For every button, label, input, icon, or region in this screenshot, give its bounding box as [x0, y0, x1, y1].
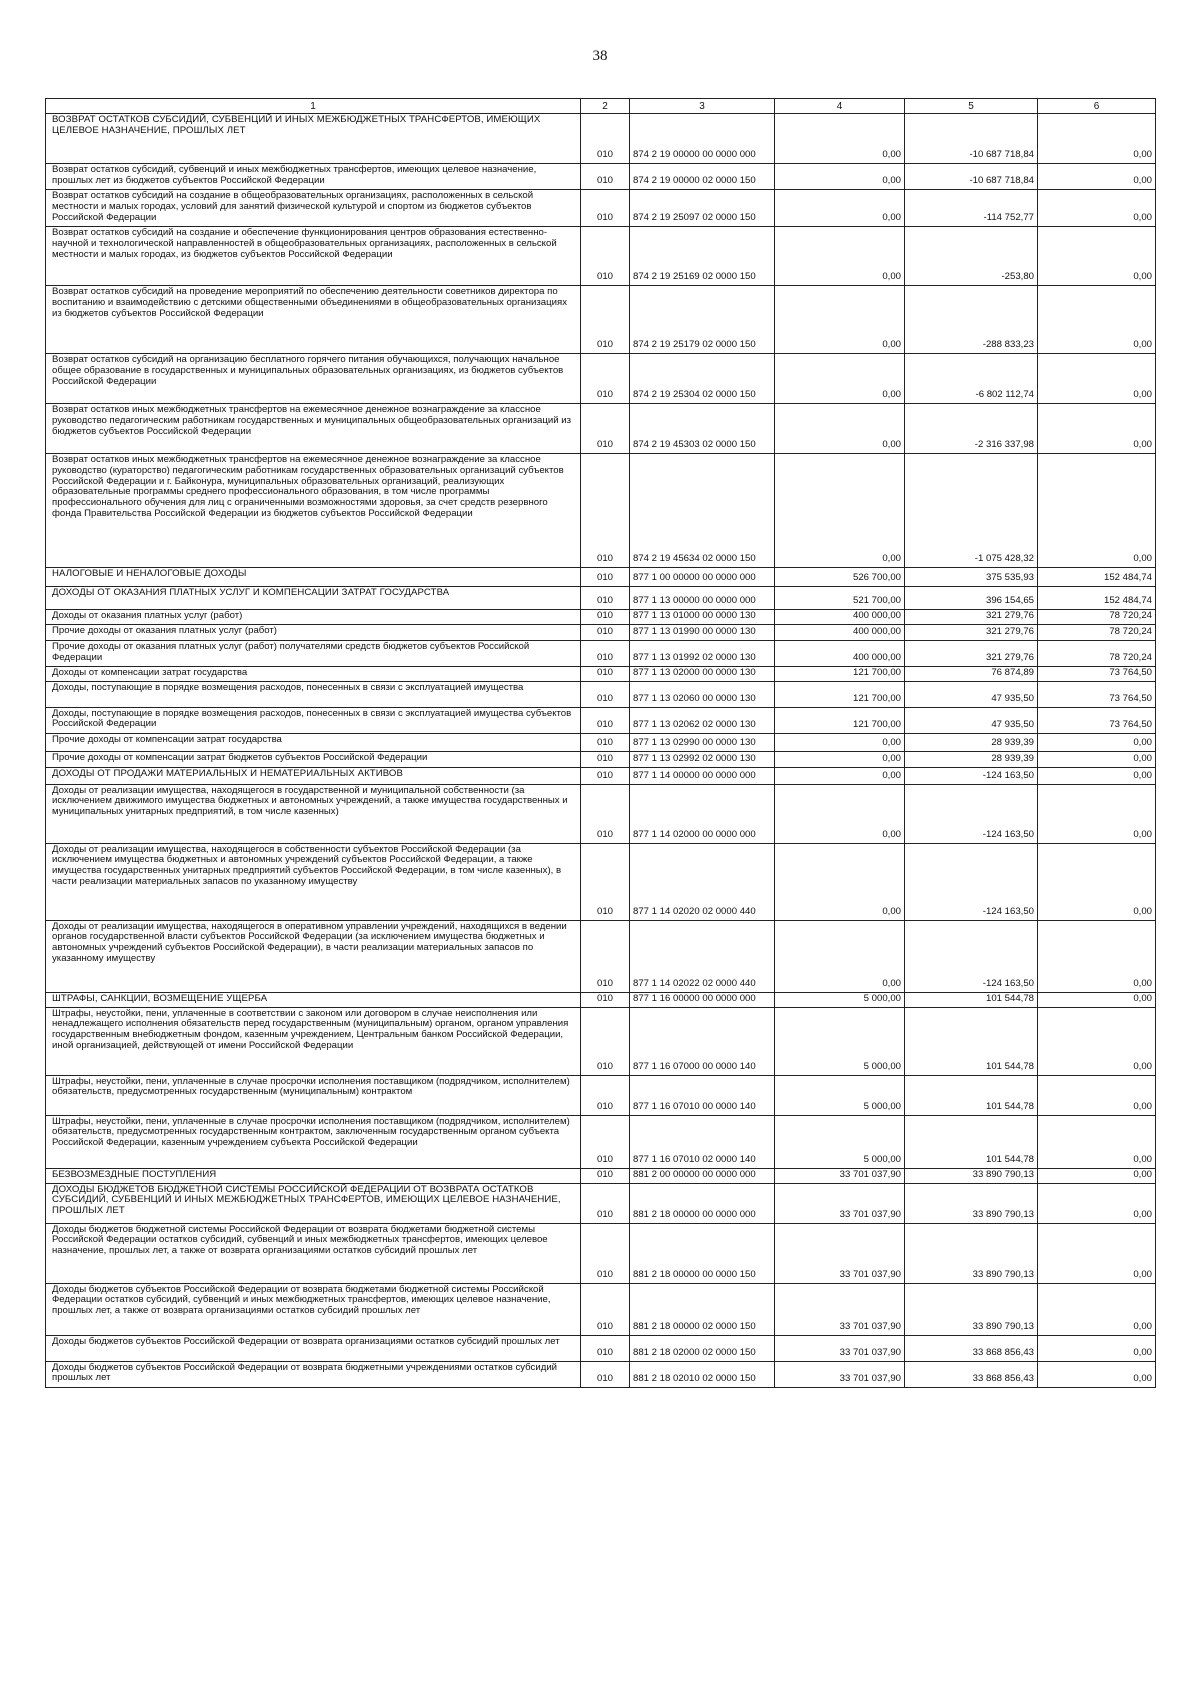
row-col4-value: 0,00 [775, 114, 905, 164]
row-col4-value: 0,00 [775, 784, 905, 843]
row-col5-value: -114 752,77 [905, 190, 1038, 227]
row-code: 010 [581, 1115, 630, 1168]
row-col5-value: -288 833,23 [905, 286, 1038, 354]
table-row [46, 1361, 1156, 1387]
row-col4-value: 33 701 037,90 [775, 1283, 905, 1335]
row-col5-value: 33 890 790,13 [905, 1283, 1038, 1335]
row-col4-value: 0,00 [775, 354, 905, 404]
table-row [46, 286, 1156, 354]
row-col6-value: 0,00 [1038, 114, 1156, 164]
row-col5-value: 76 874,89 [905, 666, 1038, 681]
row-kbk: 877 1 16 00000 00 0000 000 [630, 992, 775, 1007]
row-col5-value: -6 802 112,74 [905, 354, 1038, 404]
table-row [46, 404, 1156, 454]
table-row [46, 610, 1156, 625]
row-code: 010 [581, 114, 630, 164]
row-col6-value: 0,00 [1038, 1075, 1156, 1115]
row-col4-value: 0,00 [775, 227, 905, 286]
table-row [46, 587, 1156, 610]
row-col5-value: 375 535,93 [905, 568, 1038, 587]
row-col5-value: 101 544,78 [905, 1115, 1038, 1168]
table-row [46, 1075, 1156, 1115]
row-col4-value: 33 701 037,90 [775, 1335, 905, 1361]
row-code: 010 [581, 666, 630, 681]
table-row [46, 843, 1156, 920]
row-name: Доходы от оказания платных услуг (работ) [46, 610, 581, 625]
row-col6-value: 0,00 [1038, 1183, 1156, 1223]
row-code: 010 [581, 625, 630, 641]
column-header: 2 [581, 99, 630, 114]
row-col5-value: 101 544,78 [905, 1007, 1038, 1075]
row-col4-value: 0,00 [775, 733, 905, 751]
table-row [46, 767, 1156, 784]
row-code: 010 [581, 190, 630, 227]
row-col5-value: -1 075 428,32 [905, 454, 1038, 568]
row-name: НАЛОГОВЫЕ И НЕНАЛОГОВЫЕ ДОХОДЫ [46, 568, 581, 587]
column-header: 4 [775, 99, 905, 114]
row-col6-value: 73 764,50 [1038, 707, 1156, 733]
row-col4-value: 5 000,00 [775, 1075, 905, 1115]
row-kbk: 881 2 00 00000 00 0000 000 [630, 1168, 775, 1183]
row-col6-value: 0,00 [1038, 1223, 1156, 1283]
row-kbk: 874 2 19 45634 02 0000 150 [630, 454, 775, 568]
row-col4-value: 526 700,00 [775, 568, 905, 587]
table-row [46, 641, 1156, 667]
row-col4-value: 33 701 037,90 [775, 1168, 905, 1183]
row-col6-value: 0,00 [1038, 286, 1156, 354]
row-name: Штрафы, неустойки, пени, уплаченные в соответствии с законом или договором в случае неисполнения или ненадлежащего исполнения обязательств перед государственным (муниципальным) органом, органом управления государственным внебюджетным фондом, казенным учреждением, Центральным банком Российской Федерации, иной организацией, действующей от имени Российской Федерации [46, 1007, 581, 1075]
row-name: Доходы от компенсации затрат государства [46, 666, 581, 681]
table-row [46, 1007, 1156, 1075]
row-col4-value: 33 701 037,90 [775, 1223, 905, 1283]
row-code: 010 [581, 707, 630, 733]
row-code: 010 [581, 227, 630, 286]
row-kbk: 877 1 13 02062 02 0000 130 [630, 707, 775, 733]
table-row [46, 625, 1156, 641]
row-col4-value: 0,00 [775, 920, 905, 992]
row-col5-value: -124 163,50 [905, 920, 1038, 992]
row-col4-value: 5 000,00 [775, 1115, 905, 1168]
table-row [46, 568, 1156, 587]
table-row [46, 1283, 1156, 1335]
row-col5-value: -253,80 [905, 227, 1038, 286]
table-row [46, 666, 1156, 681]
row-col6-value: 0,00 [1038, 767, 1156, 784]
row-kbk: 877 1 13 01000 00 0000 130 [630, 610, 775, 625]
row-code: 010 [581, 681, 630, 707]
row-name: Доходы бюджетов бюджетной системы Российской Федерации от возврата бюджетами бюджетной системы Российской Федерации остатков субсидий, субвенций и иных межбюджетных трансфертов, имеющих целевое назначение, прошлых лет, а также от возврата организациями остатков субсидий прошлых лет [46, 1223, 581, 1283]
row-col6-value: 78 720,24 [1038, 641, 1156, 667]
row-kbk: 877 1 14 02022 02 0000 440 [630, 920, 775, 992]
row-col5-value: 33 890 790,13 [905, 1183, 1038, 1223]
column-header: 1 [46, 99, 581, 114]
row-code: 010 [581, 1183, 630, 1223]
row-name: Доходы от реализации имущества, находящегося в государственной и муниципальной собственности (за исключением движимого имущества бюджетных и автономных учреждений, а также имущества государственных и муниципальных унитарных предприятий, в том числе казенных) [46, 784, 581, 843]
row-kbk: 874 2 19 25169 02 0000 150 [630, 227, 775, 286]
row-col5-value: -10 687 718,84 [905, 114, 1038, 164]
table-row [46, 733, 1156, 751]
table-row [46, 992, 1156, 1007]
row-col4-value: 0,00 [775, 751, 905, 767]
row-col5-value: 28 939,39 [905, 733, 1038, 751]
row-col6-value: 0,00 [1038, 1361, 1156, 1387]
row-col4-value: 0,00 [775, 164, 905, 190]
row-col4-value: 5 000,00 [775, 992, 905, 1007]
row-code: 010 [581, 354, 630, 404]
row-col6-value: 0,00 [1038, 227, 1156, 286]
page-number: 38 [592, 48, 608, 64]
row-col5-value: 33 868 856,43 [905, 1335, 1038, 1361]
row-code: 010 [581, 1335, 630, 1361]
row-col5-value: 33 868 856,43 [905, 1361, 1038, 1387]
row-col4-value: 521 700,00 [775, 587, 905, 610]
row-col5-value: 33 890 790,13 [905, 1223, 1038, 1283]
table-row [46, 354, 1156, 404]
row-col6-value: 0,00 [1038, 751, 1156, 767]
row-code: 010 [581, 164, 630, 190]
table-row [46, 1335, 1156, 1361]
row-kbk: 877 1 16 07010 00 0000 140 [630, 1075, 775, 1115]
row-code: 010 [581, 641, 630, 667]
row-kbk: 877 1 14 02020 02 0000 440 [630, 843, 775, 920]
row-col4-value: 33 701 037,90 [775, 1183, 905, 1223]
row-name: Доходы от реализации имущества, находящегося в собственности субъектов Российской Федерации (за исключением имущества бюджетных и автономных учреждений субъектов Российской Федерации, а также имущества государственных унитарных предприятий субъектов Российской Федерации, в том числе казенных), в части реализации материальных запасов по указанному имуществу [46, 843, 581, 920]
row-kbk: 877 1 13 02060 00 0000 130 [630, 681, 775, 707]
row-col6-value: 78 720,24 [1038, 625, 1156, 641]
table-row [46, 454, 1156, 568]
row-name: Доходы бюджетов субъектов Российской Федерации от возврата бюджетными учреждениями остатков субсидий прошлых лет [46, 1361, 581, 1387]
row-kbk: 877 1 16 07000 00 0000 140 [630, 1007, 775, 1075]
row-col6-value: 0,00 [1038, 454, 1156, 568]
row-kbk: 881 2 18 00000 00 0000 150 [630, 1223, 775, 1283]
row-col5-value: -124 163,50 [905, 784, 1038, 843]
row-code: 010 [581, 286, 630, 354]
row-kbk: 874 2 19 25179 02 0000 150 [630, 286, 775, 354]
row-name: Доходы, поступающие в порядке возмещения расходов, понесенных в связи с эксплуатацией имущества [46, 681, 581, 707]
row-col6-value: 0,00 [1038, 1115, 1156, 1168]
row-col5-value: -124 163,50 [905, 843, 1038, 920]
row-kbk: 881 2 18 02000 02 0000 150 [630, 1335, 775, 1361]
row-col4-value: 400 000,00 [775, 641, 905, 667]
row-code: 010 [581, 1283, 630, 1335]
row-col6-value: 0,00 [1038, 1007, 1156, 1075]
row-col5-value: 321 279,76 [905, 610, 1038, 625]
row-kbk: 877 1 13 00000 00 0000 000 [630, 587, 775, 610]
row-name: Доходы бюджетов субъектов Российской Федерации от возврата организациями остатков субсидий прошлых лет [46, 1335, 581, 1361]
row-col5-value: 321 279,76 [905, 625, 1038, 641]
row-name: Прочие доходы от компенсации затрат бюджетов субъектов Российской Федерации [46, 751, 581, 767]
row-col6-value: 78 720,24 [1038, 610, 1156, 625]
row-col5-value: 396 154,65 [905, 587, 1038, 610]
row-code: 010 [581, 1007, 630, 1075]
row-col5-value: 47 935,50 [905, 681, 1038, 707]
row-col5-value: 28 939,39 [905, 751, 1038, 767]
row-col6-value: 0,00 [1038, 1335, 1156, 1361]
row-col6-value: 0,00 [1038, 920, 1156, 992]
row-code: 010 [581, 1168, 630, 1183]
row-code: 010 [581, 1075, 630, 1115]
row-code: 010 [581, 454, 630, 568]
row-col4-value: 0,00 [775, 767, 905, 784]
table-row [46, 707, 1156, 733]
row-name: ДОХОДЫ ОТ ПРОДАЖИ МАТЕРИАЛЬНЫХ И НЕМАТЕРИАЛЬНЫХ АКТИВОВ [46, 767, 581, 784]
row-col5-value: 101 544,78 [905, 992, 1038, 1007]
row-col6-value: 73 764,50 [1038, 666, 1156, 681]
row-col4-value: 121 700,00 [775, 707, 905, 733]
row-kbk: 877 1 13 01992 02 0000 130 [630, 641, 775, 667]
row-col4-value: 0,00 [775, 190, 905, 227]
row-code: 010 [581, 610, 630, 625]
row-col6-value: 152 484,74 [1038, 568, 1156, 587]
row-col5-value: -2 316 337,98 [905, 404, 1038, 454]
table-row [46, 227, 1156, 286]
row-code: 010 [581, 767, 630, 784]
row-name: Доходы, поступающие в порядке возмещения расходов, понесенных в связи с эксплуатацией имущества субъектов Российской Федерации [46, 707, 581, 733]
row-code: 010 [581, 568, 630, 587]
row-name: Возврат остатков субсидий на организацию бесплатного горячего питания обучающихся, получающих начальное общее образование в государственных и муниципальных образовательных организациях, из бюджетов субъектов Российской Федерации [46, 354, 581, 404]
row-col5-value: -10 687 718,84 [905, 164, 1038, 190]
row-col5-value: 321 279,76 [905, 641, 1038, 667]
row-col4-value: 121 700,00 [775, 681, 905, 707]
row-name: Прочие доходы от оказания платных услуг (работ) получателями средств бюджетов субъектов Российской Федерации [46, 641, 581, 667]
row-kbk: 877 1 16 07010 02 0000 140 [630, 1115, 775, 1168]
column-header: 3 [630, 99, 775, 114]
row-code: 010 [581, 751, 630, 767]
table-row [46, 1183, 1156, 1223]
row-name: Возврат остатков субсидий, субвенций и иных межбюджетных трансфертов, имеющих целевое назначение, прошлых лет из бюджетов субъектов Российской Федерации [46, 164, 581, 190]
row-code: 010 [581, 784, 630, 843]
row-col4-value: 0,00 [775, 454, 905, 568]
row-col4-value: 0,00 [775, 286, 905, 354]
row-col4-value: 121 700,00 [775, 666, 905, 681]
table-row [46, 920, 1156, 992]
table-row [46, 751, 1156, 767]
row-col4-value: 400 000,00 [775, 625, 905, 641]
table-row [46, 1223, 1156, 1283]
row-code: 010 [581, 920, 630, 992]
row-col6-value: 73 764,50 [1038, 681, 1156, 707]
row-col5-value: 47 935,50 [905, 707, 1038, 733]
row-name: Прочие доходы от компенсации затрат государства [46, 733, 581, 751]
row-col5-value: 33 890 790,13 [905, 1168, 1038, 1183]
row-kbk: 877 1 14 02000 00 0000 000 [630, 784, 775, 843]
row-kbk: 881 2 18 02010 02 0000 150 [630, 1361, 775, 1387]
row-name: ШТРАФЫ, САНКЦИИ, ВОЗМЕЩЕНИЕ УЩЕРБА [46, 992, 581, 1007]
row-name: БЕЗВОЗМЕЗДНЫЕ ПОСТУПЛЕНИЯ [46, 1168, 581, 1183]
row-code: 010 [581, 1361, 630, 1387]
row-kbk: 877 1 00 00000 00 0000 000 [630, 568, 775, 587]
row-kbk: 877 1 13 02990 00 0000 130 [630, 733, 775, 751]
row-col6-value: 0,00 [1038, 1168, 1156, 1183]
row-kbk: 877 1 13 01990 00 0000 130 [630, 625, 775, 641]
row-col5-value: -124 163,50 [905, 767, 1038, 784]
column-header: 5 [905, 99, 1038, 114]
row-kbk: 881 2 18 00000 00 0000 000 [630, 1183, 775, 1223]
row-name: Возврат остатков субсидий на создание и обеспечение функционирования центров образования естественно-научной и технологической направленностей в общеобразовательных организациях, расположенных в сельской местности и малых городах, из бюджетов субъектов Российской Федерации [46, 227, 581, 286]
row-col6-value: 0,00 [1038, 1283, 1156, 1335]
row-code: 010 [581, 587, 630, 610]
row-kbk: 874 2 19 25304 02 0000 150 [630, 354, 775, 404]
row-name: Прочие доходы от оказания платных услуг (работ) [46, 625, 581, 641]
row-name: Штрафы, неустойки, пени, уплаченные в случае просрочки исполнения поставщиком (подрядчиком, исполнителем) обязательств, предусмотренных государственным (муниципальным) контрактом [46, 1075, 581, 1115]
row-kbk: 874 2 19 00000 00 0000 000 [630, 114, 775, 164]
row-col4-value: 0,00 [775, 843, 905, 920]
row-name: ДОХОДЫ БЮДЖЕТОВ БЮДЖЕТНОЙ СИСТЕМЫ РОССИЙСКОЙ ФЕДЕРАЦИИ ОТ ВОЗВРАТА ОСТАТКОВ СУБСИДИЙ, СУБВЕНЦИЙ И ИНЫХ МЕЖБЮДЖЕТНЫХ ТРАНСФЕРТОВ, ИМЕЮЩИХ ЦЕЛЕВОЕ НАЗНАЧЕНИЕ, ПРОШЛЫХ ЛЕТ [46, 1183, 581, 1223]
row-name: Доходы от реализации имущества, находящегося в оперативном управлении учреждений, находящихся в ведении органов государственной власти субъектов Российской Федерации (за исключением имущества бюджетных и автономных учреждений субъектов Российской Федерации), в части реализации материальных запасов по указанному имуществу [46, 920, 581, 992]
row-kbk: 874 2 19 45303 02 0000 150 [630, 404, 775, 454]
row-name: Доходы бюджетов субъектов Российской Федерации от возврата бюджетами бюджетной системы Российской Федерации остатков субсидий, субвенций и иных межбюджетных трансфертов, имеющих целевое назначение, прошлых лет, а также от возврата организациями остатков субсидий прошлых лет [46, 1283, 581, 1335]
row-col6-value: 0,00 [1038, 843, 1156, 920]
row-col6-value: 0,00 [1038, 404, 1156, 454]
row-name: ВОЗВРАТ ОСТАТКОВ СУБСИДИЙ, СУБВЕНЦИЙ И ИНЫХ МЕЖБЮДЖЕТНЫХ ТРАНСФЕРТОВ, ИМЕЮЩИХ ЦЕЛЕВОЕ НАЗНАЧЕНИЕ, ПРОШЛЫХ ЛЕТ [46, 114, 581, 164]
table-row [46, 190, 1156, 227]
row-kbk: 877 1 14 00000 00 0000 000 [630, 767, 775, 784]
row-name: Возврат остатков субсидий на создание в общеобразовательных организациях, расположенных в сельской местности и малых городах, условий для занятий физической культурой и спортом из бюджетов субъектов Российской Федерации [46, 190, 581, 227]
table-header-row [46, 99, 1156, 114]
row-col6-value: 0,00 [1038, 733, 1156, 751]
row-col4-value: 5 000,00 [775, 1007, 905, 1075]
row-col6-value: 0,00 [1038, 164, 1156, 190]
row-name: Возврат остатков иных межбюджетных трансфертов на ежемесячное денежное вознаграждение за классное руководство педагогическим работникам государственных и муниципальных общеобразовательных организаций из бюджетов субъектов Российской Федерации [46, 404, 581, 454]
row-col6-value: 0,00 [1038, 992, 1156, 1007]
revenue-table [45, 98, 1156, 1388]
row-code: 010 [581, 843, 630, 920]
table-row [46, 681, 1156, 707]
row-name: Возврат остатков иных межбюджетных трансфертов на ежемесячное денежное вознаграждение за классное руководство (кураторство) педагогическим работникам государственных образовательных организаций субъектов Российской Федерации и г. Байконура, муниципальных образовательных организаций, реализующих образовательные программы среднего профессионального образования, в том числе программы профессионального обучения для лиц с ограниченными возможностями здоровья, за счет средств резервного фонда Правительства Российской Федерации из бюджетов субъектов Российской Федерации [46, 454, 581, 568]
row-col4-value: 0,00 [775, 404, 905, 454]
table-row [46, 114, 1156, 164]
row-kbk: 877 1 13 02992 02 0000 130 [630, 751, 775, 767]
table-row [46, 784, 1156, 843]
row-kbk: 874 2 19 00000 02 0000 150 [630, 164, 775, 190]
row-col6-value: 0,00 [1038, 784, 1156, 843]
row-col4-value: 33 701 037,90 [775, 1361, 905, 1387]
table-row [46, 1168, 1156, 1183]
table-body [46, 114, 1156, 1388]
table-row [46, 164, 1156, 190]
row-col6-value: 152 484,74 [1038, 587, 1156, 610]
table-row [46, 1115, 1156, 1168]
row-kbk: 881 2 18 00000 02 0000 150 [630, 1283, 775, 1335]
row-kbk: 877 1 13 02000 00 0000 130 [630, 666, 775, 681]
row-code: 010 [581, 404, 630, 454]
row-code: 010 [581, 733, 630, 751]
row-name: Штрафы, неустойки, пени, уплаченные в случае просрочки исполнения поставщиком (подрядчиком, исполнителем) обязательств, предусмотренных государственным контрактом, заключенным государственным органом субъекта Российской Федерации, казенным учреждением субъекта Российской Федерации [46, 1115, 581, 1168]
row-col5-value: 101 544,78 [905, 1075, 1038, 1115]
row-col6-value: 0,00 [1038, 190, 1156, 227]
row-col4-value: 400 000,00 [775, 610, 905, 625]
column-header: 6 [1038, 99, 1156, 114]
row-col6-value: 0,00 [1038, 354, 1156, 404]
row-kbk: 874 2 19 25097 02 0000 150 [630, 190, 775, 227]
row-name: ДОХОДЫ ОТ ОКАЗАНИЯ ПЛАТНЫХ УСЛУГ И КОМПЕНСАЦИИ ЗАТРАТ ГОСУДАРСТВА [46, 587, 581, 610]
row-code: 010 [581, 1223, 630, 1283]
row-name: Возврат остатков субсидий на проведение мероприятий по обеспечению деятельности советников директора по воспитанию и взаимодействию с детскими общественными объединениями в общеобразовательных организациях из бюджетов субъектов Российской Федерации [46, 286, 581, 354]
row-code: 010 [581, 992, 630, 1007]
